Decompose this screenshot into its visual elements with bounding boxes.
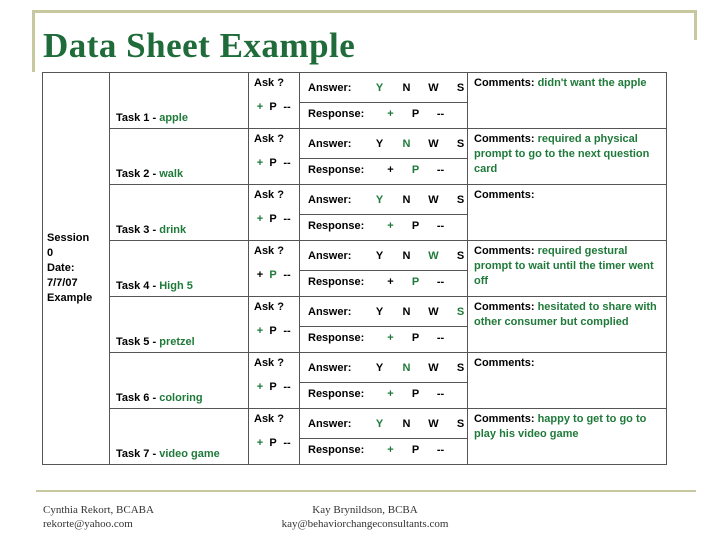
ask-option[interactable]: -- bbox=[283, 157, 291, 169]
response-option[interactable]: + bbox=[387, 108, 394, 120]
task-label: Task 2 - bbox=[116, 168, 160, 180]
session-line: Date: bbox=[47, 262, 75, 274]
answer-row bbox=[300, 409, 467, 439]
ask-option[interactable]: -- bbox=[283, 325, 291, 337]
answer-option-n[interactable]: N bbox=[402, 194, 411, 206]
comments-cell bbox=[468, 409, 667, 465]
ask-prompt-options bbox=[249, 267, 299, 281]
footer-left-email: rekorte@yahoo.com bbox=[43, 518, 133, 530]
ask-option[interactable]: + bbox=[256, 269, 264, 281]
ask-option[interactable]: -- bbox=[283, 381, 291, 393]
ask-option[interactable]: P bbox=[269, 101, 277, 113]
comments-cell bbox=[468, 297, 667, 353]
footer-right-name: Kay Brynildson, BCBA bbox=[312, 504, 418, 516]
answer-option-n[interactable]: N bbox=[402, 138, 411, 150]
frame-top-line bbox=[32, 10, 696, 13]
ask-option[interactable]: P bbox=[269, 269, 277, 281]
answer-option-s[interactable]: S bbox=[456, 418, 465, 430]
ask-option[interactable]: P bbox=[269, 381, 277, 393]
comments-cell bbox=[468, 129, 667, 185]
answer-option-s[interactable]: S bbox=[456, 306, 465, 318]
task-label: Task 3 - bbox=[116, 224, 160, 236]
ask-prompt: Ask ? bbox=[254, 301, 284, 313]
task-cell bbox=[110, 185, 249, 241]
frame-right-line bbox=[694, 10, 697, 40]
response-option[interactable]: -- bbox=[436, 388, 445, 400]
ask-option[interactable]: P bbox=[269, 157, 277, 169]
answer-option-y[interactable]: Y bbox=[375, 138, 384, 150]
table-row bbox=[43, 409, 667, 465]
answer-row bbox=[300, 185, 467, 215]
answer-option-w[interactable]: W bbox=[428, 82, 439, 94]
ask-option[interactable]: -- bbox=[283, 437, 291, 449]
session-line: Session bbox=[47, 232, 90, 244]
response-option[interactable]: P bbox=[411, 276, 420, 288]
ask-prompt: Ask ? bbox=[254, 189, 284, 201]
ask-cell bbox=[249, 297, 300, 353]
ask-prompt-options bbox=[249, 435, 299, 449]
response-option[interactable]: P bbox=[411, 444, 420, 456]
task-name: pretzel bbox=[159, 336, 195, 348]
response-option[interactable]: -- bbox=[436, 220, 445, 232]
table-row bbox=[43, 129, 667, 185]
session-line: 0 bbox=[47, 247, 54, 259]
answer-option-y[interactable]: Y bbox=[375, 82, 384, 94]
footer-right-email: kay@behaviorchangeconsultants.com bbox=[281, 518, 449, 530]
response-option[interactable]: -- bbox=[436, 108, 445, 120]
answer-option-n[interactable]: N bbox=[402, 250, 411, 262]
response-option[interactable]: + bbox=[387, 164, 394, 176]
answer-option-w[interactable]: W bbox=[428, 194, 439, 206]
response-label: Response: bbox=[308, 332, 365, 344]
response-option[interactable]: + bbox=[387, 444, 394, 456]
answer-option-s[interactable]: S bbox=[456, 138, 465, 150]
frame-bottom-line bbox=[36, 490, 696, 492]
answer-response-cell bbox=[300, 297, 468, 353]
response-label: Response: bbox=[308, 388, 365, 400]
frame-left-line bbox=[32, 10, 35, 72]
comments-label: Comments: bbox=[474, 301, 535, 313]
task-label: Task 1 - bbox=[116, 112, 160, 124]
response-option[interactable]: P bbox=[411, 388, 420, 400]
answer-option-y[interactable]: Y bbox=[375, 418, 384, 430]
task-name: coloring bbox=[159, 392, 203, 404]
task-cell bbox=[110, 129, 249, 185]
response-row bbox=[300, 215, 467, 232]
ask-prompt-options bbox=[249, 155, 299, 169]
comment-text: happy to get to go to play his video game bbox=[474, 413, 647, 440]
session-cell bbox=[43, 73, 110, 465]
answer-option-n[interactable]: N bbox=[402, 306, 411, 318]
ask-option[interactable]: -- bbox=[283, 101, 291, 113]
response-row bbox=[300, 383, 467, 400]
footer-left-name: Cynthia Rekort, BCABA bbox=[43, 504, 154, 516]
answer-label: Answer: bbox=[308, 418, 352, 430]
answer-label: Answer: bbox=[308, 194, 352, 206]
task-label: Task 6 - bbox=[116, 392, 160, 404]
ask-prompt-options bbox=[249, 379, 299, 393]
comments-cell bbox=[468, 73, 667, 129]
table-row bbox=[43, 297, 667, 353]
response-option[interactable]: + bbox=[387, 276, 394, 288]
task-name: drink bbox=[159, 224, 187, 236]
comment-text: required gestural prompt to wait until the timer went off bbox=[474, 245, 654, 287]
ask-option[interactable]: + bbox=[256, 157, 264, 169]
ask-prompt: Ask ? bbox=[254, 357, 284, 369]
response-option[interactable]: P bbox=[411, 164, 420, 176]
session-line: 7/7/07 bbox=[47, 277, 78, 289]
task-cell bbox=[110, 297, 249, 353]
answer-label: Answer: bbox=[308, 362, 352, 374]
answer-option-w[interactable]: W bbox=[428, 250, 439, 262]
answer-option-y[interactable]: Y bbox=[375, 306, 384, 318]
ask-prompt: Ask ? bbox=[254, 77, 284, 89]
ask-option[interactable]: + bbox=[256, 213, 264, 225]
ask-cell bbox=[249, 241, 300, 297]
answer-option-y[interactable]: Y bbox=[375, 250, 384, 262]
ask-option[interactable]: P bbox=[269, 213, 277, 225]
response-option[interactable]: + bbox=[387, 332, 394, 344]
answer-response-cell bbox=[300, 185, 468, 241]
ask-prompt-options bbox=[249, 211, 299, 225]
ask-prompt-options bbox=[249, 323, 299, 337]
answer-response-cell bbox=[300, 409, 468, 465]
session-line: Example bbox=[47, 292, 93, 304]
comment-text: required a physical prompt to go to the next question card bbox=[474, 133, 650, 175]
ask-cell bbox=[249, 353, 300, 409]
answer-option-s[interactable]: S bbox=[456, 250, 465, 262]
response-option[interactable]: + bbox=[387, 388, 394, 400]
answer-option-y[interactable]: Y bbox=[375, 194, 384, 206]
task-label: Task 7 - bbox=[116, 448, 160, 460]
response-option[interactable]: -- bbox=[436, 164, 445, 176]
task-name: video game bbox=[159, 448, 220, 460]
answer-row bbox=[300, 129, 467, 159]
answer-response-cell bbox=[300, 73, 468, 129]
table-row bbox=[43, 185, 667, 241]
ask-option[interactable]: + bbox=[256, 325, 264, 337]
task-cell bbox=[110, 353, 249, 409]
answer-option-n[interactable]: N bbox=[402, 362, 411, 374]
page-title: Data Sheet Example bbox=[43, 26, 356, 65]
footer-right bbox=[270, 503, 460, 531]
task-name: High 5 bbox=[159, 280, 193, 292]
response-label: Response: bbox=[308, 220, 365, 232]
task-label: Task 5 - bbox=[116, 336, 160, 348]
comments-cell bbox=[468, 185, 667, 241]
answer-option-w[interactable]: W bbox=[428, 362, 439, 374]
response-option[interactable]: -- bbox=[436, 444, 445, 456]
task-cell bbox=[110, 409, 249, 465]
ask-option[interactable]: -- bbox=[283, 213, 291, 225]
response-option[interactable]: P bbox=[411, 220, 420, 232]
answer-response-cell bbox=[300, 241, 468, 297]
ask-prompt: Ask ? bbox=[254, 413, 284, 425]
response-row bbox=[300, 159, 467, 176]
response-row bbox=[300, 103, 467, 120]
answer-option-s[interactable]: S bbox=[456, 362, 465, 374]
comments-label: Comments: bbox=[474, 357, 535, 369]
ask-option[interactable]: + bbox=[256, 381, 264, 393]
answer-response-cell bbox=[300, 353, 468, 409]
task-name: apple bbox=[159, 112, 188, 124]
comments-label: Comments: bbox=[474, 77, 535, 89]
ask-option[interactable]: P bbox=[269, 437, 277, 449]
answer-option-w[interactable]: W bbox=[428, 418, 439, 430]
task-cell bbox=[110, 241, 249, 297]
table-row bbox=[43, 241, 667, 297]
table-row bbox=[43, 353, 667, 409]
answer-option-n[interactable]: N bbox=[402, 82, 411, 94]
comments-label: Comments: bbox=[474, 189, 535, 201]
response-row bbox=[300, 271, 467, 288]
comments-label: Comments: bbox=[474, 133, 535, 145]
response-option[interactable]: P bbox=[411, 332, 420, 344]
ask-prompt: Ask ? bbox=[254, 133, 284, 145]
answer-label: Answer: bbox=[308, 306, 352, 318]
ask-option[interactable]: + bbox=[256, 437, 264, 449]
comment-text: hesitated to share with other consumer but complied bbox=[474, 301, 657, 328]
answer-label: Answer: bbox=[308, 250, 352, 262]
response-row bbox=[300, 327, 467, 344]
ask-option[interactable]: + bbox=[256, 101, 264, 113]
answer-label: Answer: bbox=[308, 138, 352, 150]
ask-prompt-options bbox=[249, 99, 299, 113]
response-option[interactable]: -- bbox=[436, 276, 445, 288]
comment-text: didn't want the apple bbox=[537, 77, 647, 89]
ask-option[interactable]: -- bbox=[283, 269, 291, 281]
answer-option-y[interactable]: Y bbox=[375, 362, 384, 374]
ask-prompt: Ask ? bbox=[254, 245, 284, 257]
footer-left bbox=[43, 503, 154, 531]
answer-label: Answer: bbox=[308, 82, 352, 94]
ask-cell bbox=[249, 129, 300, 185]
response-option[interactable]: -- bbox=[436, 332, 445, 344]
ask-option[interactable]: P bbox=[269, 325, 277, 337]
answer-row bbox=[300, 241, 467, 271]
comments-cell bbox=[468, 353, 667, 409]
comments-cell bbox=[468, 241, 667, 297]
ask-cell bbox=[249, 409, 300, 465]
response-label: Response: bbox=[308, 444, 365, 456]
answer-option-s[interactable]: S bbox=[456, 82, 465, 94]
answer-row bbox=[300, 353, 467, 383]
comments-label: Comments: bbox=[474, 245, 535, 257]
ask-cell bbox=[249, 185, 300, 241]
answer-option-n[interactable]: N bbox=[402, 418, 411, 430]
table-row bbox=[43, 73, 667, 129]
response-option[interactable]: + bbox=[387, 220, 394, 232]
response-label: Response: bbox=[308, 164, 365, 176]
response-label: Response: bbox=[308, 108, 365, 120]
task-name: walk bbox=[159, 168, 184, 180]
task-cell bbox=[110, 73, 249, 129]
answer-option-w[interactable]: W bbox=[428, 138, 439, 150]
response-label: Response: bbox=[308, 276, 365, 288]
response-row bbox=[300, 439, 467, 456]
answer-row bbox=[300, 297, 467, 327]
ask-cell bbox=[249, 73, 300, 129]
answer-row bbox=[300, 73, 467, 103]
data-sheet-table bbox=[42, 72, 667, 465]
response-option[interactable]: P bbox=[411, 108, 420, 120]
answer-option-w[interactable]: W bbox=[428, 306, 439, 318]
task-label: Task 4 - bbox=[116, 280, 160, 292]
comments-label: Comments: bbox=[474, 413, 535, 425]
answer-option-s[interactable]: S bbox=[456, 194, 465, 206]
answer-response-cell bbox=[300, 129, 468, 185]
